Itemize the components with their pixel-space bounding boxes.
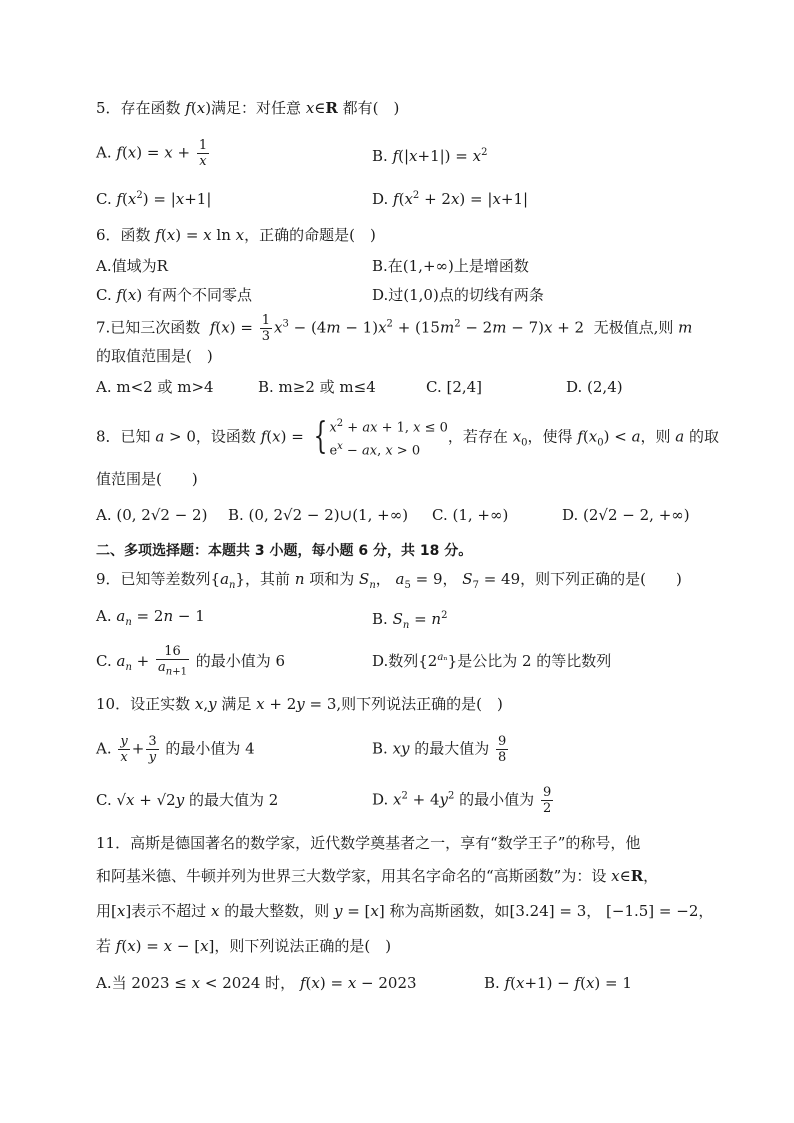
q11-line-1: 11．高斯是德国著名的数学家，近代数学奠基者之一，享有“数学王子”的称号，他 xyxy=(96,834,641,852)
q11-line-4: 若 f(x) = x − [x]，则下列说法正确的是( ) xyxy=(96,937,392,955)
q9-stem: 9．已知等差数列$\{a_n\}$，其前 n 项和为 $S_n$， $a_5 = 9$， $S_7 = 49$，则下列正确的是( ) xyxy=(96,570,682,591)
q5-option-d: D. $f(x^2 + 2x) = |x+1|$ xyxy=(372,190,529,208)
q6-option-b: B.在(1,+∞)上是增函数 xyxy=(372,257,529,275)
q6-stem: 6．函数 f(x) = x ln x，正确的命题是( ) xyxy=(96,226,376,244)
q9-option-c: C. $a_n$ + $\frac{16}{a_{n+1}}$ 的最小值为 6 xyxy=(96,644,286,678)
q6-option-d: D.过(1,0)点的切线有两条 xyxy=(372,286,544,304)
q7-option-b: B. m≥2 或 m≤4 xyxy=(258,378,376,396)
q7-stem-cont: 的取值范围是( ) xyxy=(96,347,213,365)
q11-option-a: A.当 2023 ≤ x < 2024 时， f(x) = x − 2023 xyxy=(96,974,417,992)
q10-stem: 10．设正实数 x,y 满足 x + 2y = 3,则下列说法正确的是( ) xyxy=(96,695,503,713)
q11-line-2: 和阿基米德、牛顿并列为世界三大数学家，用其名字命名的“高斯函数”为：设 x∈R， xyxy=(96,867,659,885)
q11-line-3: 用[x]表示不超过 x 的最大整数，则 y = [x] 称为高斯函数，如[3.24] = 3， [−1.5] = −2， xyxy=(96,902,714,920)
q8-stem-cont: 值范围是( ) xyxy=(96,470,198,488)
q5-option-a: A. f(x) = x + $\frac{1}{x}$ xyxy=(96,138,208,169)
q5-option-c: C. $f(x^2) = |x+1|$ xyxy=(96,190,212,208)
q8-option-a: A. (0, 2√2 − 2) xyxy=(96,506,208,524)
q9-option-b: B. $S_n = n^2$ xyxy=(372,610,448,631)
q10-option-c: C. √x + √2y 的最大值为 2 xyxy=(96,791,279,809)
q7-option-a: A. m<2 或 m>4 xyxy=(96,378,214,396)
q8-stem: 8．已知 a > 0，设函数 f(x) = { $x^2$ + ax + 1, x ≤ 0 $e^x$ − ax, x > 0，若存在 $x_0$，使得 $f(x_0) < a$，则 a 的取 xyxy=(96,416,720,459)
q5-option-b: B. $f(|x+1|) = x^2$ xyxy=(372,147,488,165)
q6-option-a: A.值域为R xyxy=(96,257,168,275)
section-2-heading: 二、多项选择题：本题共 3 小题，每小题 6 分，共 18 分。 xyxy=(96,543,473,559)
q8-option-c: C. (1, +∞) xyxy=(432,506,509,524)
q7-option-d: D. (2,4) xyxy=(566,378,623,396)
q10-option-a: A. $\frac{y}{x}$ + $\frac{3}{y}$ 的最小值为 4 xyxy=(96,734,255,765)
q8-option-b: B. (0, 2√2 − 2)∪(1, +∞) xyxy=(228,506,409,524)
q10-option-d: D. $x^2 + 4y^2$ 的最小值为 $\frac{9}{2}$ xyxy=(372,785,552,816)
q11-option-b: B. f(x+1) − f(x) = 1 xyxy=(484,974,632,992)
q9-option-d: D.数列$\{2^{a_n}\}$是公比为 2 的等比数列 xyxy=(372,652,612,670)
q7-option-c: C. [2,4] xyxy=(426,378,483,396)
q10-option-b: B. xy 的最大值为 $\frac{9}{8}$ xyxy=(372,734,507,765)
q7-stem: 7.已知三次函数 f(x) = $\frac{1}{3}$ $x^3 - (4m - 1)x^2 + (15m^2 - 2m - 7)x + 2$ 无极值点,则 m xyxy=(96,313,693,344)
q9-option-a: A. $a_n = 2n - 1$ xyxy=(96,607,205,628)
q5-stem: 5．存在函数 f(x)满足：对任意 x∈R 都有( ) xyxy=(96,99,400,117)
q8-option-d: D. (2√2 − 2, +∞) xyxy=(562,506,690,524)
q6-option-c: C. f(x) 有两个不同零点 xyxy=(96,286,252,304)
